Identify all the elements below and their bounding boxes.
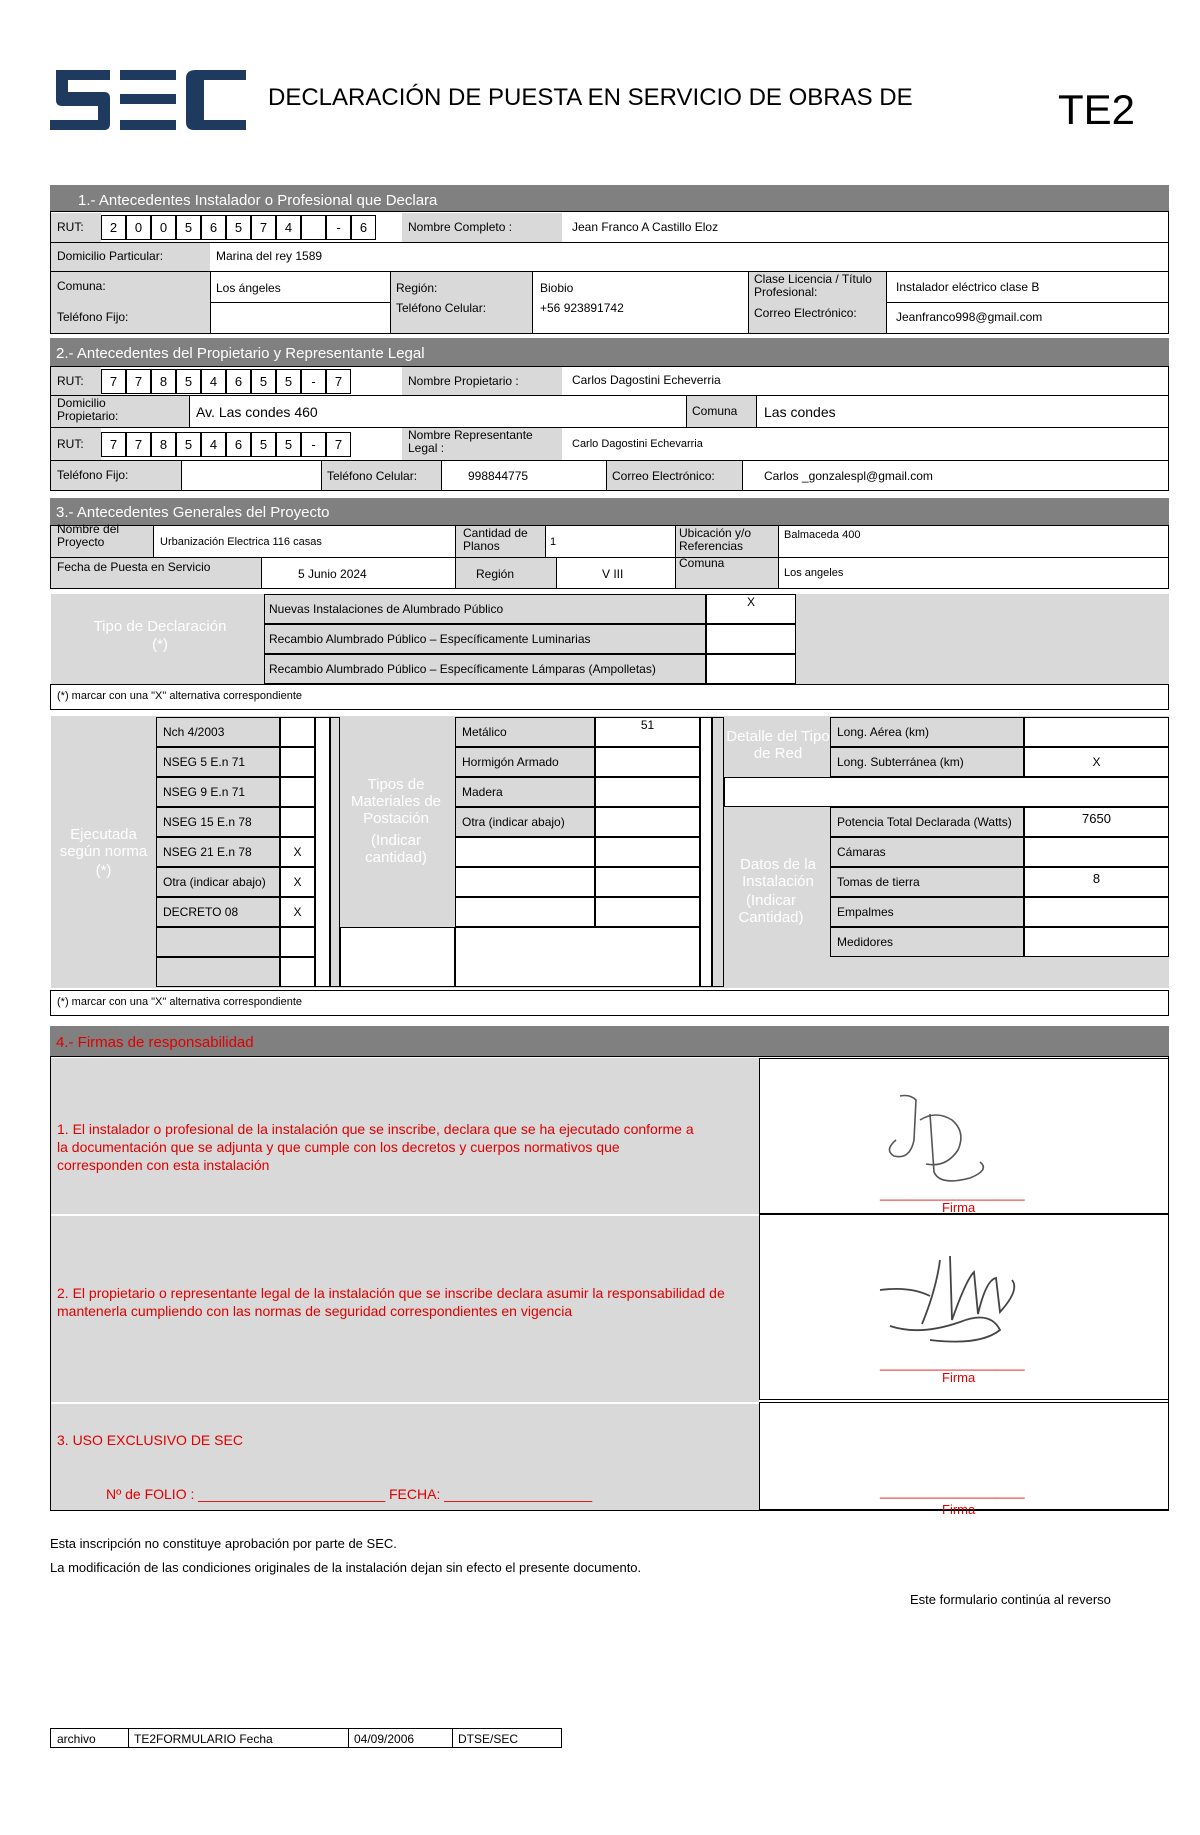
datos-foot xyxy=(724,957,1169,987)
s3-ubic-value: Balmaceda 400 xyxy=(784,529,861,541)
s4-outer-frame xyxy=(50,1056,1169,1511)
s3-fecha-label: Fecha de Puesta en Servicio xyxy=(57,560,211,574)
s2-comuna-label: Comuna xyxy=(692,404,738,418)
s1-license-label: Clase Licencia / Título Profesional: xyxy=(754,272,872,299)
sec-logo-graphic xyxy=(48,66,248,136)
s2-owner-value: Carlos Dagostini Echeverria xyxy=(572,373,721,387)
s2-rut-label: RUT: xyxy=(57,374,84,388)
s1-region-value: Biobio xyxy=(540,281,574,295)
s1-address-label: Domicilio Particular: xyxy=(57,249,164,263)
tipo-option-mark: X xyxy=(706,594,796,624)
rut-digit-box: 7 xyxy=(126,369,151,394)
s3-planos-label: Cantidad de Planos xyxy=(463,526,528,553)
rut-digit-box: 4 xyxy=(276,215,301,240)
tipo-option-mark xyxy=(706,654,796,684)
red-value: X xyxy=(1024,747,1169,777)
material-value: 51 xyxy=(595,717,700,747)
datos-label: Cámaras xyxy=(830,837,1024,867)
rut-digit-box: 5 xyxy=(276,369,301,394)
norma-mark: X xyxy=(280,837,315,867)
s1-name-value: Jean Franco A Castillo Eloz xyxy=(572,220,719,234)
rut-digit-box: 0 xyxy=(126,215,151,240)
s4-folio-line: Nº de FOLIO : ________________________ FECHA: ___________________ xyxy=(106,1486,593,1502)
norma-spacer xyxy=(315,717,330,987)
material-label: Metálico xyxy=(455,717,595,747)
s4-firma-line-2: ____________________ xyxy=(880,1356,1025,1371)
s3-material-label: Tipos de Materiales de Postación xyxy=(350,776,442,827)
datos-value xyxy=(1024,897,1169,927)
tipo-option-label: Recambio Alumbrado Público – Específicamente Lámparas (Ampolletas) xyxy=(264,654,706,684)
rut-digit-box: 5 xyxy=(276,432,301,457)
s2-email-label: Correo Electrónico: xyxy=(612,469,715,483)
datos-value: 7650 xyxy=(1024,807,1169,837)
rut-digit-box: 7 xyxy=(101,369,126,394)
rut-digit-box: 0 xyxy=(151,215,176,240)
material-value xyxy=(595,867,700,897)
s1-license-value: Instalador eléctrico clase B xyxy=(896,280,1040,294)
rut-digit-box: 7 xyxy=(126,432,151,457)
s1-comuna-value: Los ángeles xyxy=(216,281,281,295)
s4-firma-label-1: Firma xyxy=(942,1200,976,1215)
s3-fecha-value: 5 Junio 2024 xyxy=(298,567,367,581)
s4-firma-line-3: ____________________ xyxy=(880,1484,1025,1499)
material-blank xyxy=(340,927,455,987)
s2-rep-value: Carlo Dagostini Echevarria xyxy=(572,438,703,450)
norma-label: NSEG 5 E.n 71 xyxy=(156,747,280,777)
section-1-header xyxy=(50,185,1169,211)
rut-digit-box: 5 xyxy=(251,432,276,457)
rut-digit-box: - xyxy=(326,215,351,240)
norma-label: Nch 4/2003 xyxy=(156,717,280,747)
material-value xyxy=(595,807,700,837)
norma-label: NSEG 9 E.n 71 xyxy=(156,777,280,807)
datos-label: Tomas de tierra xyxy=(830,867,1024,897)
datos-value: 8 xyxy=(1024,867,1169,897)
s3-norma-note: (*) xyxy=(95,862,112,879)
red-value xyxy=(1024,717,1169,747)
rut-digit-box: 7 xyxy=(326,369,351,394)
s4-firma-label-3: Firma xyxy=(942,1502,976,1517)
s1-address-value: Marina del rey 1589 xyxy=(216,249,323,263)
s4-firma-label-2: Firma xyxy=(942,1370,976,1385)
rut-digit-box: 5 xyxy=(226,215,251,240)
norma-label: DECRETO 08 xyxy=(156,897,280,927)
s4-text-2: 2. El propietario o representante legal de la instalación que se inscribe declara asumir la responsabilidad de mantenerla cumpliendo con las normas de seguridad correspondientes en vigencia xyxy=(57,1285,725,1319)
datos-label: Empalmes xyxy=(830,897,1024,927)
s3-datos-note: (Indicar Cantidad) xyxy=(738,892,804,926)
rut-digit-box: 4 xyxy=(201,432,226,457)
s3-tipo-note: (*) xyxy=(152,636,168,653)
norma-mark xyxy=(280,957,315,987)
s3-comuna-value: Los angeles xyxy=(784,567,844,579)
rut-digit-box: 4 xyxy=(201,369,226,394)
s3-footnote2: (*) marcar con una "X" alternativa correspondiente xyxy=(57,996,303,1008)
s3-red-label: Detalle del Tipo de Red xyxy=(726,728,830,762)
rut-digit-box: - xyxy=(301,369,326,394)
tipo-option-label: Nuevas Instalaciones de Alumbrado Público xyxy=(264,594,706,624)
rut-digit-box: - xyxy=(301,432,326,457)
section-3-header xyxy=(50,498,1169,525)
s2-phone-label: Teléfono Fijo: xyxy=(57,468,129,482)
material-spacer-1 xyxy=(700,717,712,987)
tipo-option-mark xyxy=(706,624,796,654)
s1-cell-label: Teléfono Celular: xyxy=(396,301,487,315)
section-1-title: 1.- Antecedentes Instalador o Profesional que Declara xyxy=(78,192,438,209)
s3-material-note: (Indicar cantidad) xyxy=(365,832,427,866)
section-2-header xyxy=(50,338,1169,366)
rut-digit-box: 5 xyxy=(176,369,201,394)
s3-tipo-label: Tipo de Declaración xyxy=(93,618,227,635)
rut-digit-box: 7 xyxy=(101,432,126,457)
s3-datos-label: Datos de la Instalación xyxy=(740,856,816,890)
s3-project-label: Nombre del Proyecto xyxy=(57,522,120,549)
material-value xyxy=(595,777,700,807)
material-value xyxy=(595,897,700,927)
norma-mark: X xyxy=(280,897,315,927)
s2-comuna-value: Las condes xyxy=(764,404,836,420)
norma-mark xyxy=(280,747,315,777)
red-label: Long. Aérea (km) xyxy=(830,717,1024,747)
rut-digit-box: 7 xyxy=(251,215,276,240)
rut-digit-box: 8 xyxy=(151,369,176,394)
material-value xyxy=(595,747,700,777)
s1-rut-label: RUT: xyxy=(57,220,84,234)
rut-digit-box: 5 xyxy=(251,369,276,394)
datos-label: Medidores xyxy=(830,927,1024,957)
norma-mark xyxy=(280,807,315,837)
s2-address-label: Domicilio Propietario: xyxy=(57,396,119,423)
section-2-title: 2.- Antecedentes del Propietario y Representante Legal xyxy=(56,345,425,362)
s3-red-spacer xyxy=(724,777,1169,807)
s2-rut2-label: RUT: xyxy=(57,437,84,451)
datos-value xyxy=(1024,837,1169,867)
footer-note-1: Esta inscripción no constituye aprobación por parte de SEC. xyxy=(50,1536,397,1551)
rut-digit-box: 5 xyxy=(176,432,201,457)
s3-project-value: Urbanización Electrica 116 casas xyxy=(160,536,322,548)
material-value xyxy=(595,837,700,867)
material-foot xyxy=(455,927,700,987)
rut-digit-box: 5 xyxy=(176,215,201,240)
rut-digit-box: 6 xyxy=(226,369,251,394)
footer-note-2: La modificación de las condiciones originales de la instalación dejan sin efecto el presente documento. xyxy=(50,1560,642,1575)
s3-comuna-label: Comuna xyxy=(679,556,725,570)
s1-email-value: Jeanfranco998@gmail.com xyxy=(896,310,1043,324)
tipo-option-label: Recambio Alumbrado Público – Específicamente Luminarias xyxy=(264,624,706,654)
norma-label: NSEG 21 E.n 78 xyxy=(156,837,280,867)
norma-mark xyxy=(280,927,315,957)
footer-meta-date: 04/09/2006 xyxy=(354,1732,415,1746)
s2-address-value: Av. Las condes 460 xyxy=(196,404,318,420)
rut-digit-box xyxy=(301,215,326,240)
footer-note-3: Este formulario continúa al reverso xyxy=(910,1592,1111,1607)
norma-label xyxy=(156,957,280,987)
norma-mark: X xyxy=(280,867,315,897)
s2-email-value: Carlos _gonzalespl@gmail.com xyxy=(764,469,933,483)
s1-region-label: Región: xyxy=(396,281,438,295)
s1-email-label: Correo Electrónico: xyxy=(754,306,857,320)
material-label: Hormigón Armado xyxy=(455,747,595,777)
section-3-title: 3.- Antecedentes Generales del Proyecto xyxy=(56,504,330,521)
s2-cell-label: Teléfono Celular: xyxy=(327,469,418,483)
s3-region-label: Región xyxy=(476,567,515,581)
s1-phone-label: Teléfono Fijo: xyxy=(57,310,129,324)
form-code: TE2 xyxy=(1058,86,1136,133)
s2-owner-label: Nombre Propietario : xyxy=(408,374,519,388)
s2-cell-value: 998844775 xyxy=(468,469,529,483)
material-gap xyxy=(712,717,724,987)
footer-meta-dept: DTSE/SEC xyxy=(458,1732,519,1746)
s2-rep-label: Nombre Representante Legal : xyxy=(408,428,533,455)
norma-label: NSEG 15 E.n 78 xyxy=(156,807,280,837)
s3-planos-value: 1 xyxy=(550,536,557,548)
s1-name-label: Nombre Completo : xyxy=(408,220,513,234)
footer-meta-archivo: archivo xyxy=(57,1732,96,1746)
s3-region-value: V III xyxy=(602,567,624,581)
datos-label: Potencia Total Declarada (Watts) xyxy=(830,807,1024,837)
form-title: DECLARACIÓN DE PUESTA EN SERVICIO DE OBRAS DE xyxy=(268,84,913,111)
material-label xyxy=(455,837,595,867)
norma-gap xyxy=(330,717,340,987)
s3-norma-label: Ejecutada según norma xyxy=(59,826,148,860)
s4-firma-line-1: ____________________ xyxy=(880,1186,1025,1201)
sec-logo xyxy=(48,66,248,136)
rut-digit-box: 8 xyxy=(151,432,176,457)
material-label xyxy=(455,867,595,897)
norma-mark xyxy=(280,717,315,747)
s1-cell-value: +56 923891742 xyxy=(540,301,624,315)
section-4-title: 4.- Firmas de responsabilidad xyxy=(56,1034,254,1051)
rut-digit-box: 6 xyxy=(351,215,376,240)
rut-digit-box: 2 xyxy=(101,215,126,240)
material-label xyxy=(455,897,595,927)
s3-ubic-label: Ubicación y/o Referencias xyxy=(679,526,752,553)
norma-mark xyxy=(280,777,315,807)
rut-digit-box: 7 xyxy=(326,432,351,457)
norma-label: Otra (indicar abajo) xyxy=(156,867,280,897)
s4-text-3: 3. USO EXCLUSIVO DE SEC xyxy=(57,1432,243,1448)
material-label: Otra (indicar abajo) xyxy=(455,807,595,837)
norma-label xyxy=(156,927,280,957)
red-label: Long. Subterránea (km) xyxy=(830,747,1024,777)
material-label: Madera xyxy=(455,777,595,807)
rut-digit-box: 6 xyxy=(226,432,251,457)
s1-comuna-label: Comuna: xyxy=(57,279,106,293)
section-4-header xyxy=(50,1026,1169,1056)
s3-footnote: (*) marcar con una "X" alternativa correspondiente xyxy=(57,690,303,702)
datos-value xyxy=(1024,927,1169,957)
footer-meta-form: TE2FORMULARIO Fecha xyxy=(134,1732,273,1746)
rut-digit-box: 6 xyxy=(201,215,226,240)
s4-text-1: 1. El instalador o profesional de la instalación que se inscribe, declara que se ha ejecutado conforme a la documentación que se adjunta y que cumple con los decretos y cuerpos normativos que corresponden con esta instalación xyxy=(57,1121,694,1173)
